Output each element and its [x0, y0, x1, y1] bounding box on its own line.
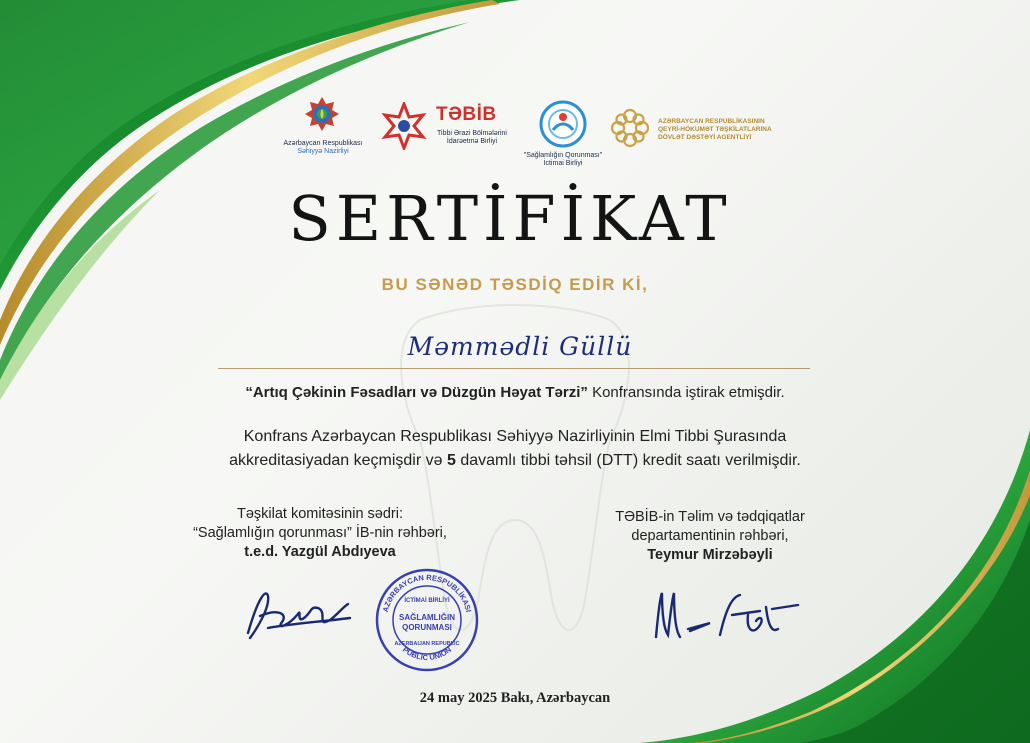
accreditation-line2 — [150, 449, 880, 473]
stamp-outer-bottom: PUBLIC UNION — [400, 645, 454, 663]
logo-health-caption-line2: İctimai Birliyi — [543, 160, 583, 167]
logo-health-protection — [518, 100, 608, 172]
left-signatory-role1: Təşkilat komitəsinin sədri: — [237, 506, 403, 522]
logo-ministry — [283, 96, 363, 166]
logo-tebib — [380, 102, 520, 162]
logo-ministry-caption-line1: Azərbaycan Respublikası — [283, 140, 363, 147]
tebib-star-icon — [380, 102, 428, 150]
logo-agency-caption-line2: QEYRİ-HÖKUMƏT TƏŞKİLATLARINA — [658, 126, 772, 133]
right-signatory — [570, 508, 850, 565]
accreditation-text — [150, 425, 880, 473]
logo-health-caption — [518, 152, 608, 168]
credit-hours: 5 — [446, 452, 456, 469]
left-signatory-role2: “Sağlamlığın qorunması” İB-nin rəhbəri, — [193, 525, 447, 541]
organization-stamp — [372, 565, 482, 675]
stamp-center-line1: SAĞLAMLIĞIN — [399, 613, 455, 622]
conference-name: “Artıq Çəkinin Fəsadları və Düzgün Həyat Tərzi” — [245, 384, 588, 401]
ngo-agency-ornament-icon — [608, 106, 652, 150]
left-signature-image — [238, 578, 358, 648]
accreditation-line1: Konfrans Azərbaycan Respublikası Səhiyyə Nazirliyinin Elmi Tibbi Şurasında — [243, 428, 787, 445]
health-protection-globe-icon — [539, 100, 587, 148]
right-signatory-role1: TƏBİB-in Təlim və tədqiqatlar — [615, 509, 805, 525]
right-signature-image — [648, 585, 808, 645]
left-signatory-name: t.e.d. Yazgül Abdıyeva — [244, 544, 396, 560]
date-location: 24 may 2025 Bakı, Azərbaycan — [419, 690, 611, 706]
logo-agency-caption — [658, 118, 788, 142]
logo-tebib-caption-line2: İdarəetmə Birliyi — [446, 138, 498, 145]
certificate-title: SERTİFİKAT — [288, 182, 732, 255]
recipient-name: Məmmədli Güllü — [407, 332, 633, 361]
conference-suffix: Konfransında iştirak etmişdir. — [587, 384, 785, 401]
accreditation-line2-after: davamlı tibbi təhsil (DTT) kredit saatı verilmişdir. — [455, 452, 801, 469]
stamp-outer-top2: İCTİMAİ BİRLİYİ — [404, 598, 450, 604]
logo-agency-caption-line1: AZƏRBAYCAN RESPUBLİKASININ — [658, 118, 765, 125]
logo-agency-caption-line3: DÖVLƏT DƏSTƏYİ AGENTLİYİ — [658, 134, 752, 141]
right-signatory-name: Teymur Mirzəbəyli — [647, 547, 773, 563]
right-signatory-role2: departamentinin rəhbəri, — [631, 528, 789, 544]
recipient-underline — [218, 368, 810, 369]
logo-health-caption-line1: "Sağlamlığın Qorunması" — [523, 152, 603, 159]
tebib-brand-text: TƏBİB — [436, 104, 497, 125]
conference-line — [150, 384, 880, 401]
logo-ngo-agency — [608, 106, 783, 156]
logo-tebib-caption-line1: Tibbi Ərazi Bölmələrini — [437, 130, 507, 137]
svg-text:AZƏRBAYCAN RESPUBLİKASI — [381, 573, 473, 613]
stamp-center-line2: QORUNMASI — [402, 623, 452, 632]
logo-tebib-caption — [432, 130, 512, 146]
logo-ministry-caption — [278, 140, 368, 156]
stamp-outer-bottom2: AZERBAIJAN REPUBLIC — [394, 641, 460, 647]
accreditation-line2-before: akkreditasiyadan keçmişdir və — [229, 452, 447, 469]
left-signatory — [150, 505, 490, 562]
svg-text:PUBLIC UNION — [401, 645, 453, 662]
azerbaijan-emblem-icon — [304, 96, 340, 132]
certificate-subtitle: BU SƏNƏD TƏSDİQ EDİR Kİ, — [381, 275, 649, 294]
stamp-outer-top: AZƏRBAYCAN RESPUBLİKASI — [380, 572, 474, 614]
logo-ministry-caption-line2: Səhiyyə Nazirliyi — [297, 148, 349, 155]
